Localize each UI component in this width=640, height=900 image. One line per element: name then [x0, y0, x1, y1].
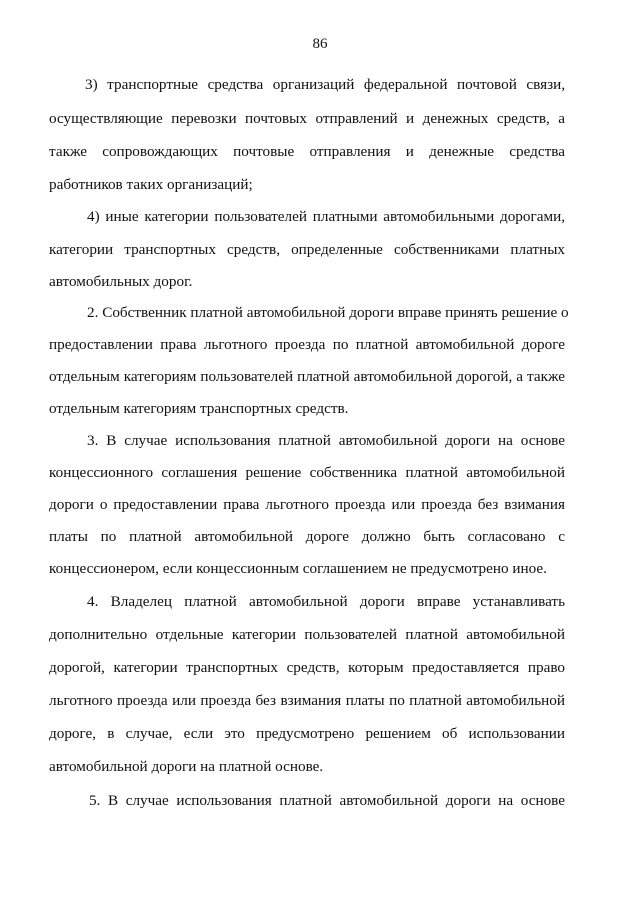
paragraph-line: льготного проезда или проезда без взимания платы по платной автомобильной — [49, 692, 565, 709]
paragraph-line: отдельным категориям транспортных средств. — [49, 400, 349, 417]
paragraph-line: 3. В случае использования платной автомобильной дороги на основе — [87, 432, 565, 449]
paragraph-line: предоставлении права льготного проезда по платной автомобильной дороге — [49, 336, 565, 353]
paragraph-line: 3) транспортные средства организаций федеральной почтовой связи, — [85, 76, 565, 93]
paragraph-line: 4) иные категории пользователей платными автомобильными дорогами, — [87, 208, 565, 225]
paragraph-line: категории транспортных средств, определенные собственниками платных — [49, 241, 565, 258]
paragraph-line: автомобильных дорог. — [49, 273, 193, 290]
page-number: 86 — [312, 36, 328, 52]
paragraph-line: платы по платной автомобильной дороге должно быть согласовано с — [49, 528, 565, 545]
paragraph-line: 4. Владелец платной автомобильной дороги вправе устанавливать — [87, 593, 565, 610]
paragraph-line: работников таких организаций; — [49, 176, 253, 193]
paragraph-line: автомобильной дороги на платной основе. — [49, 758, 324, 775]
paragraph-line: дополнительно отдельные категории пользователей платной автомобильной — [49, 626, 565, 643]
paragraph-line: 5. В случае использования платной автомобильной дороги на основе — [89, 792, 565, 809]
paragraph-line: также сопровождающих почтовые отправления и денежные средства — [49, 143, 565, 160]
paragraph-line: дороги о предоставлении права льготного проезда или проезда без взимания — [49, 496, 565, 513]
paragraph-line: концессионного соглашения решение собственника платной автомобильной — [49, 464, 565, 481]
paragraph-line: 2. Собственник платной автомобильной дороги вправе принять решение о — [87, 304, 569, 321]
paragraph-line: осуществляющие перевозки почтовых отправлений и денежных средств, а — [49, 110, 565, 127]
paragraph-line: концессионером, если концессионным соглашением не предусмотрено иное. — [49, 560, 547, 577]
paragraph-line: отдельным категориям пользователей платной автомобильной дорогой, а также — [49, 368, 565, 385]
paragraph-line: дорогой, категории транспортных средств, которым предоставляется право — [49, 659, 565, 676]
paragraph-line: дороге, в случае, если это предусмотрено решением об использовании — [49, 725, 565, 742]
